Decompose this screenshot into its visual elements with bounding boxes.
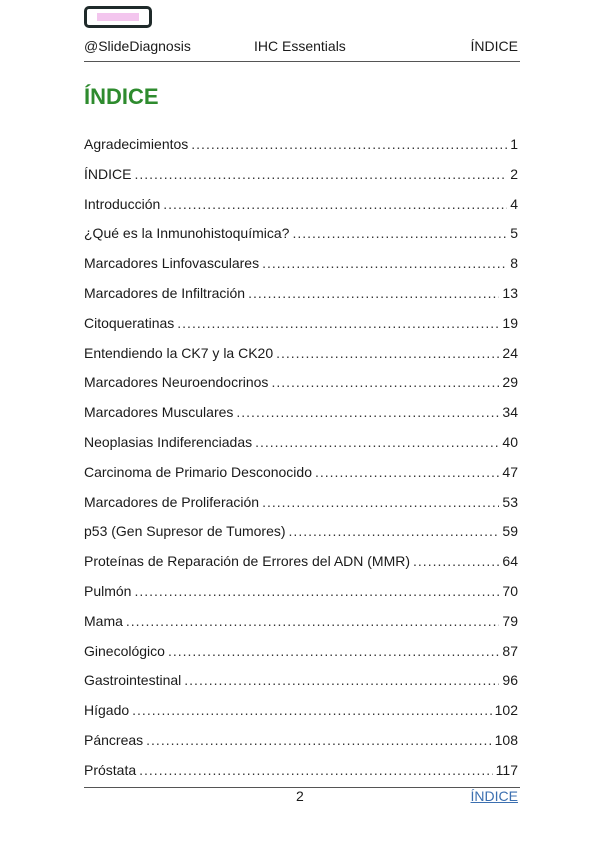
table-of-contents [84, 130, 518, 786]
toc-entry-page: 96 [502, 672, 518, 689]
toc-leader-dots [134, 160, 507, 188]
toc-entry[interactable] [84, 577, 518, 607]
toc-entry-page: 79 [502, 612, 518, 629]
toc-entry-page: 117 [495, 761, 518, 778]
toc-entry-page: 53 [502, 493, 518, 510]
toc-leader-dots [139, 756, 493, 784]
toc-leader-dots [134, 577, 499, 605]
toc-entry[interactable] [84, 637, 518, 667]
footer-page-number: 2 [296, 788, 304, 804]
toc-entry[interactable] [84, 368, 518, 398]
toc-entry-label: ÍNDICE [84, 165, 132, 182]
toc-leader-dots [248, 279, 499, 307]
header-divider [84, 61, 520, 62]
toc-entry[interactable] [84, 428, 518, 458]
toc-entry[interactable] [84, 666, 518, 696]
toc-leader-dots [292, 219, 507, 247]
toc-entry-page: 34 [502, 404, 518, 421]
toc-leader-dots [289, 517, 500, 545]
toc-entry-label: Agradecimientos [84, 136, 189, 152]
toc-leader-dots [255, 428, 499, 456]
toc-entry-page: 8 [510, 255, 518, 272]
toc-entry-label: Entendiendo la CK7 y la CK20 [84, 344, 274, 361]
toc-leader-dots [271, 368, 499, 396]
toc-entry-page: 13 [502, 284, 518, 301]
toc-entry[interactable] [84, 249, 518, 279]
toc-entry[interactable] [84, 517, 518, 547]
toc-entry-page: 102 [494, 702, 518, 719]
toc-entry[interactable] [84, 219, 518, 249]
page-header [84, 36, 518, 56]
toc-entry-label: p53 (Gen Supresor de Tumores) [84, 523, 286, 540]
toc-entry[interactable] [84, 458, 518, 488]
toc-entry-label: Mama [84, 612, 123, 629]
toc-entry-label: Marcadores de Proliferación [84, 493, 260, 510]
toc-entry-page: 4 [510, 195, 518, 212]
toc-entry[interactable] [84, 607, 518, 637]
toc-entry-label: Pulmón [84, 582, 132, 599]
toc-entry[interactable] [84, 488, 518, 518]
toc-entry-label: Neoplasias Indiferenciadas [84, 433, 253, 450]
toc-entry[interactable] [84, 130, 518, 160]
toc-entry-page: 2 [510, 165, 518, 182]
toc-entry-page: 24 [502, 344, 518, 361]
toc-entry-label: Marcadores Linfovasculares [84, 255, 260, 272]
toc-leader-dots [262, 249, 507, 277]
toc-entry[interactable] [84, 547, 518, 577]
toc-entry-label: Próstata [84, 761, 137, 778]
toc-leader-dots [262, 488, 499, 516]
toc-entry-page: 87 [502, 642, 518, 659]
toc-entry-page: 5 [510, 225, 518, 242]
toc-entry-page: 108 [494, 731, 518, 748]
toc-entry-label: Páncreas [84, 731, 144, 748]
toc-leader-dots [132, 696, 491, 724]
logo-badge [84, 6, 152, 28]
toc-entry-label: Proteínas de Reparación de Errores del ADN (MMR) [84, 553, 411, 570]
toc-leader-dots [177, 309, 499, 337]
toc-entry-page: 70 [502, 582, 518, 599]
toc-entry-label: Marcadores de Infiltración [84, 284, 246, 301]
toc-entry[interactable] [84, 726, 518, 756]
toc-entry[interactable] [84, 398, 518, 428]
toc-entry-page: 40 [502, 433, 518, 450]
toc-entry-label: Marcadores Neuroendocrinos [84, 374, 269, 391]
toc-entry[interactable] [84, 756, 518, 786]
header-section: ÍNDICE [470, 38, 518, 54]
header-author: @SlideDiagnosis [84, 38, 191, 54]
toc-leader-dots [191, 130, 507, 158]
toc-leader-dots [413, 547, 499, 575]
page-title: ÍNDICE [84, 84, 159, 109]
toc-entry-page: 29 [502, 374, 518, 391]
toc-entry[interactable] [84, 160, 518, 190]
toc-entry-label: Carcinoma de Primario Desconocido [84, 463, 312, 480]
toc-entry-label: ¿Qué es la Inmunohistoquímica? [84, 225, 290, 242]
toc-entry-page: 59 [502, 523, 518, 540]
toc-leader-dots [184, 666, 499, 694]
toc-leader-dots [315, 458, 499, 486]
toc-leader-dots [146, 726, 491, 754]
toc-entry[interactable] [84, 190, 518, 220]
toc-entry-label: Citoqueratinas [84, 314, 175, 331]
toc-entry-label: Marcadores Musculares [84, 404, 234, 421]
toc-entry-page: 19 [502, 314, 518, 331]
toc-entry-label: Introducción [84, 195, 161, 212]
toc-entry[interactable] [84, 309, 518, 339]
toc-entry[interactable] [84, 339, 518, 369]
toc-entry-label: Ginecológico [84, 642, 165, 659]
header-book-title: IHC Essentials [254, 38, 346, 54]
toc-entry-label: Hígado [84, 702, 130, 719]
toc-entry-label: Gastrointestinal [84, 672, 182, 689]
footer-index-link[interactable]: ÍNDICE [470, 788, 518, 804]
toc-entry-page: 1 [510, 136, 518, 152]
toc-entry[interactable] [84, 696, 518, 726]
toc-leader-dots [236, 398, 499, 426]
toc-leader-dots [163, 190, 507, 218]
toc-leader-dots [168, 637, 499, 665]
toc-leader-dots [276, 339, 499, 367]
toc-entry-page: 47 [502, 463, 518, 480]
toc-entry-page: 64 [502, 553, 518, 570]
toc-leader-dots [126, 607, 500, 635]
toc-entry[interactable] [84, 279, 518, 309]
logo-highlight [97, 13, 139, 21]
